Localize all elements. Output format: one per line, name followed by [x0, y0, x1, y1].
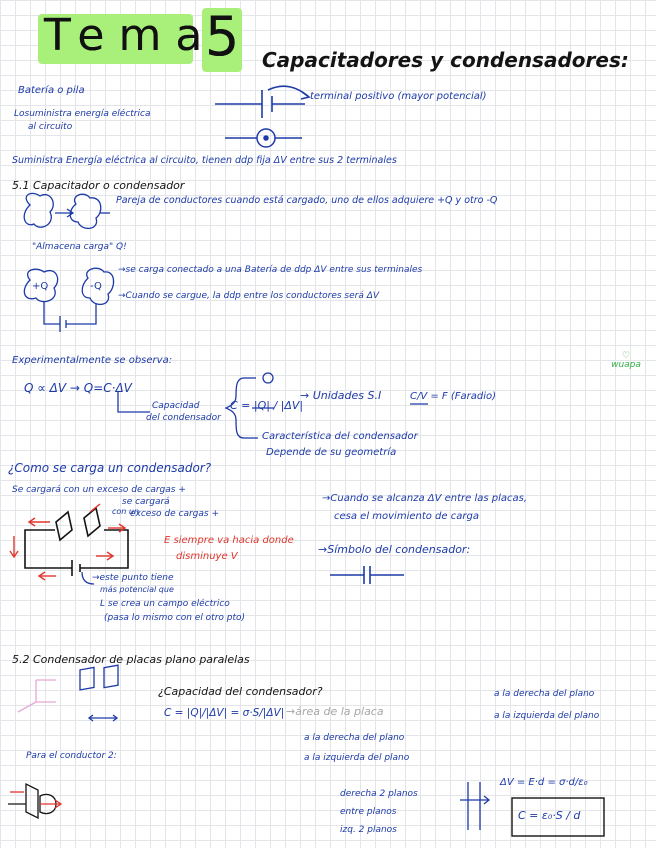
total-field-right: derecha 2 planos [340, 789, 418, 799]
capacitor-symbol-label: →Símbolo del condensador: [318, 543, 471, 556]
conductor-2-label: Para el conductor 2: [26, 751, 117, 761]
capacity-formula: C = |Q| / |ΔV| [230, 399, 304, 412]
experiment-observed: Experimentalmente se observa: [12, 355, 173, 366]
title-subtitle: Capacitadores y condensadores: [262, 48, 629, 72]
capacitor-symbol [330, 566, 404, 584]
battery-label: Batería o pila [18, 85, 85, 96]
plate-area-note: →área de la placa [286, 705, 384, 718]
field-column-sketch [460, 782, 489, 830]
capacity-plates-formula: C = |Q|/|ΔV| = σ·S/|ΔV| [164, 707, 285, 719]
title-word: Tema [44, 10, 217, 61]
charging-line-3: con un [112, 507, 140, 516]
point-note-2: más potencial que [100, 585, 174, 594]
field-left-1: a la izquierda del plano [494, 711, 600, 721]
proportionality: Q ∝ ΔV → Q=C·ΔV [24, 381, 132, 395]
point-note-4: (pasa lo mismo con el otro pto) [104, 613, 246, 623]
conductor-pair-sketch [24, 193, 110, 228]
conductor-2-arrows [10, 792, 61, 808]
units-label: → Unidades S.I [300, 389, 382, 402]
charging-circuit [25, 508, 128, 576]
charge-bullet-2: →Cuando se cargue, la ddp entre los conductores será ΔV [118, 291, 380, 301]
title-number: 5 [205, 5, 240, 68]
conductor-2-sketch [8, 784, 56, 818]
stores-charge: "Almacena carga" Q! [32, 242, 127, 252]
doodle-heart: ♡ wuapa [611, 351, 641, 370]
charged-conductors-sketch [24, 268, 113, 332]
minus-q-label: -Q [90, 281, 102, 292]
total-field-between: entre planos [340, 807, 397, 817]
section-5-1-heading: 5.1 Capacitador o condensador [12, 179, 185, 192]
field-right-2: a la derecha del plano [304, 733, 405, 743]
plates-sketch [80, 665, 118, 721]
field-left-2: a la izquierda del plano [304, 753, 410, 763]
battery-desc-2: al circuito [28, 122, 73, 132]
terminal-note: terminal positivo (mayor potencial) [310, 91, 487, 102]
pair-description: Pareja de conductores cuando está cargado, uno de ellos adquiere +Q y otro -Q [116, 195, 498, 206]
axes-sketch [18, 680, 56, 712]
characteristic-1: Característica del condensador [262, 431, 418, 442]
battery-circle-symbol [225, 129, 302, 147]
total-field-left: izq. 2 planos [340, 825, 397, 835]
battery-desc-1: Losuministra energía eléctrica [14, 109, 151, 119]
capacity-question: ¿Capacidad del condensador? [158, 685, 323, 698]
section-5-2-heading: 5.2 Condensador de placas plano paralelas [12, 653, 250, 666]
plus-q-label: +Q [32, 281, 49, 292]
charging-line-4: exceso de cargas + [130, 509, 219, 519]
charging-line-1: Se cargará con un exceso de cargas + [12, 485, 186, 495]
capacity-label-2: del condensador [146, 413, 221, 423]
final-capacity-formula: C = ε₀·S / d [518, 809, 581, 822]
capacity-label-1: Capacidad [152, 401, 200, 411]
field-right-1: a la derecha del plano [494, 689, 595, 699]
characteristic-2: Depende de su geometría [266, 447, 397, 458]
field-sense-1: E siempre va hacia donde [164, 535, 294, 546]
units-equation: C/V = F (Faradio) [410, 391, 497, 402]
battery-symbol [215, 86, 309, 118]
charging-line-2: se cargará [122, 497, 170, 507]
point-note-3: L se crea un campo eléctrico [100, 599, 230, 609]
equilibrium-1: →Cuando se alcanza ΔV entre las placas, [322, 493, 528, 504]
field-sense-2: disminuye V [176, 551, 238, 562]
supply-note: Suministra Energía eléctrica al circuito, tienen ddp fija ΔV entre sus 2 terminales [12, 155, 397, 166]
charge-bullet-1: →se carga conectado a una Batería de ddp ΔV entre sus terminales [118, 265, 423, 275]
point-note-1: →este punto tiene [92, 573, 174, 583]
delta-v-formula: ΔV = E·d = σ·d/ε₀ [500, 777, 588, 788]
equilibrium-2: cesa el movimiento de carga [334, 511, 479, 522]
charging-question: ¿Como se carga un condensador? [8, 461, 212, 475]
